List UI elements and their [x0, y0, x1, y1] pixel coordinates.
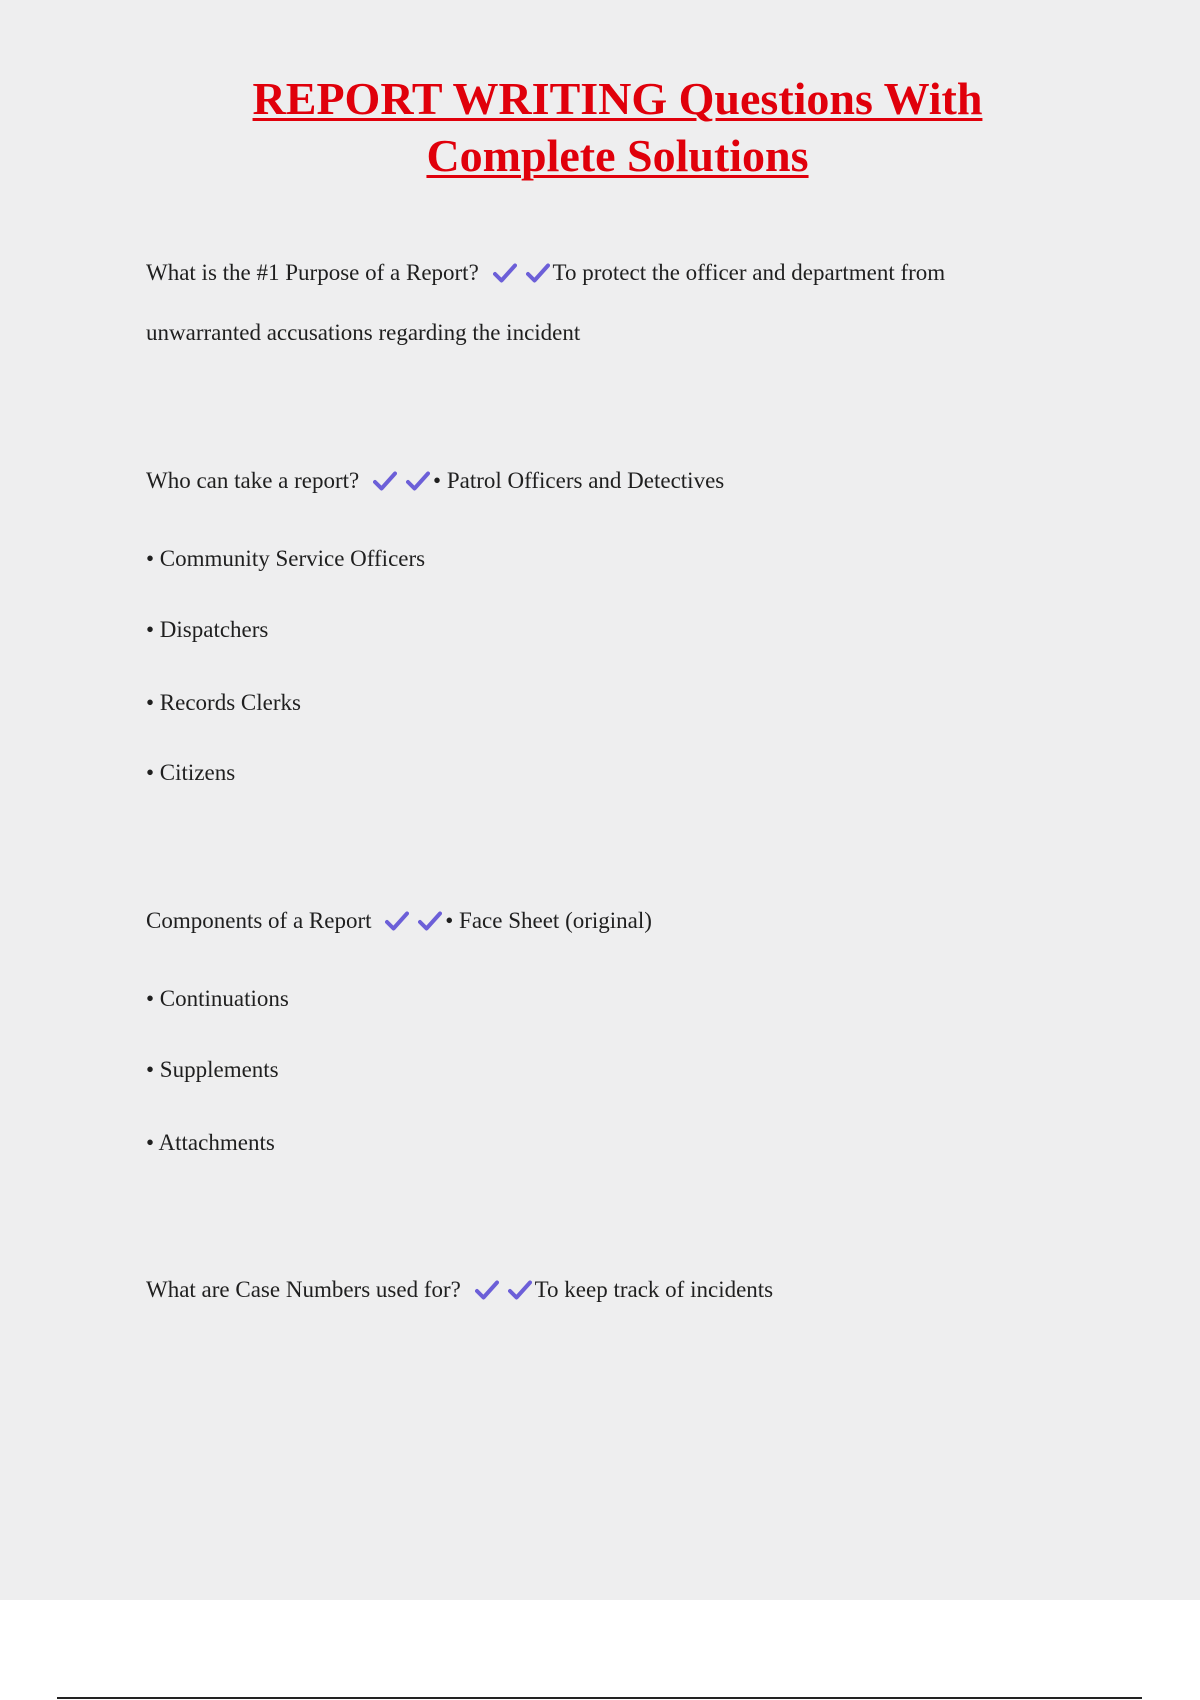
list-item: • Supplements [146, 1057, 279, 1082]
answer-1-continuation: unwarranted accusations regarding the incident [146, 320, 581, 345]
document-title [0, 70, 1200, 184]
list-item: • Attachments [146, 1130, 275, 1155]
list-item: • Community Service Officers [146, 546, 426, 571]
title-line-2: Complete Solutions [426, 130, 809, 181]
answer-3-start: • Face Sheet (original) [445, 908, 652, 933]
qa-3-line [146, 907, 652, 935]
list-item: • Records Clerks [146, 690, 301, 715]
title-line-1: REPORT WRITING Questions With [252, 73, 983, 124]
list-item: • Citizens [146, 760, 236, 785]
list-item: • Continuations [146, 986, 289, 1011]
check-icon [508, 1279, 532, 1301]
answer-2-start: • Patrol Officers and Detectives [433, 468, 725, 493]
list-item: • Dispatchers [146, 617, 269, 642]
check-icon [406, 470, 430, 492]
check-icon [475, 1279, 499, 1301]
qa-2-line [146, 467, 724, 495]
answer-4-start: To keep track of incidents [534, 1277, 774, 1302]
check-icon [373, 470, 397, 492]
check-icon [493, 262, 517, 284]
question-4: What are Case Numbers used for? [146, 1277, 461, 1302]
question-2: Who can take a report? [146, 468, 360, 493]
check-icon [526, 262, 550, 284]
question-1: What is the #1 Purpose of a Report? [146, 260, 479, 285]
qa-1-line [146, 259, 945, 287]
check-icon [418, 910, 442, 932]
question-3: Components of a Report [146, 908, 372, 933]
qa-4-line [146, 1276, 773, 1304]
footer-divider [57, 1697, 1142, 1699]
check-icon [385, 910, 409, 932]
answer-1-start: To protect the officer and department from [552, 260, 946, 285]
